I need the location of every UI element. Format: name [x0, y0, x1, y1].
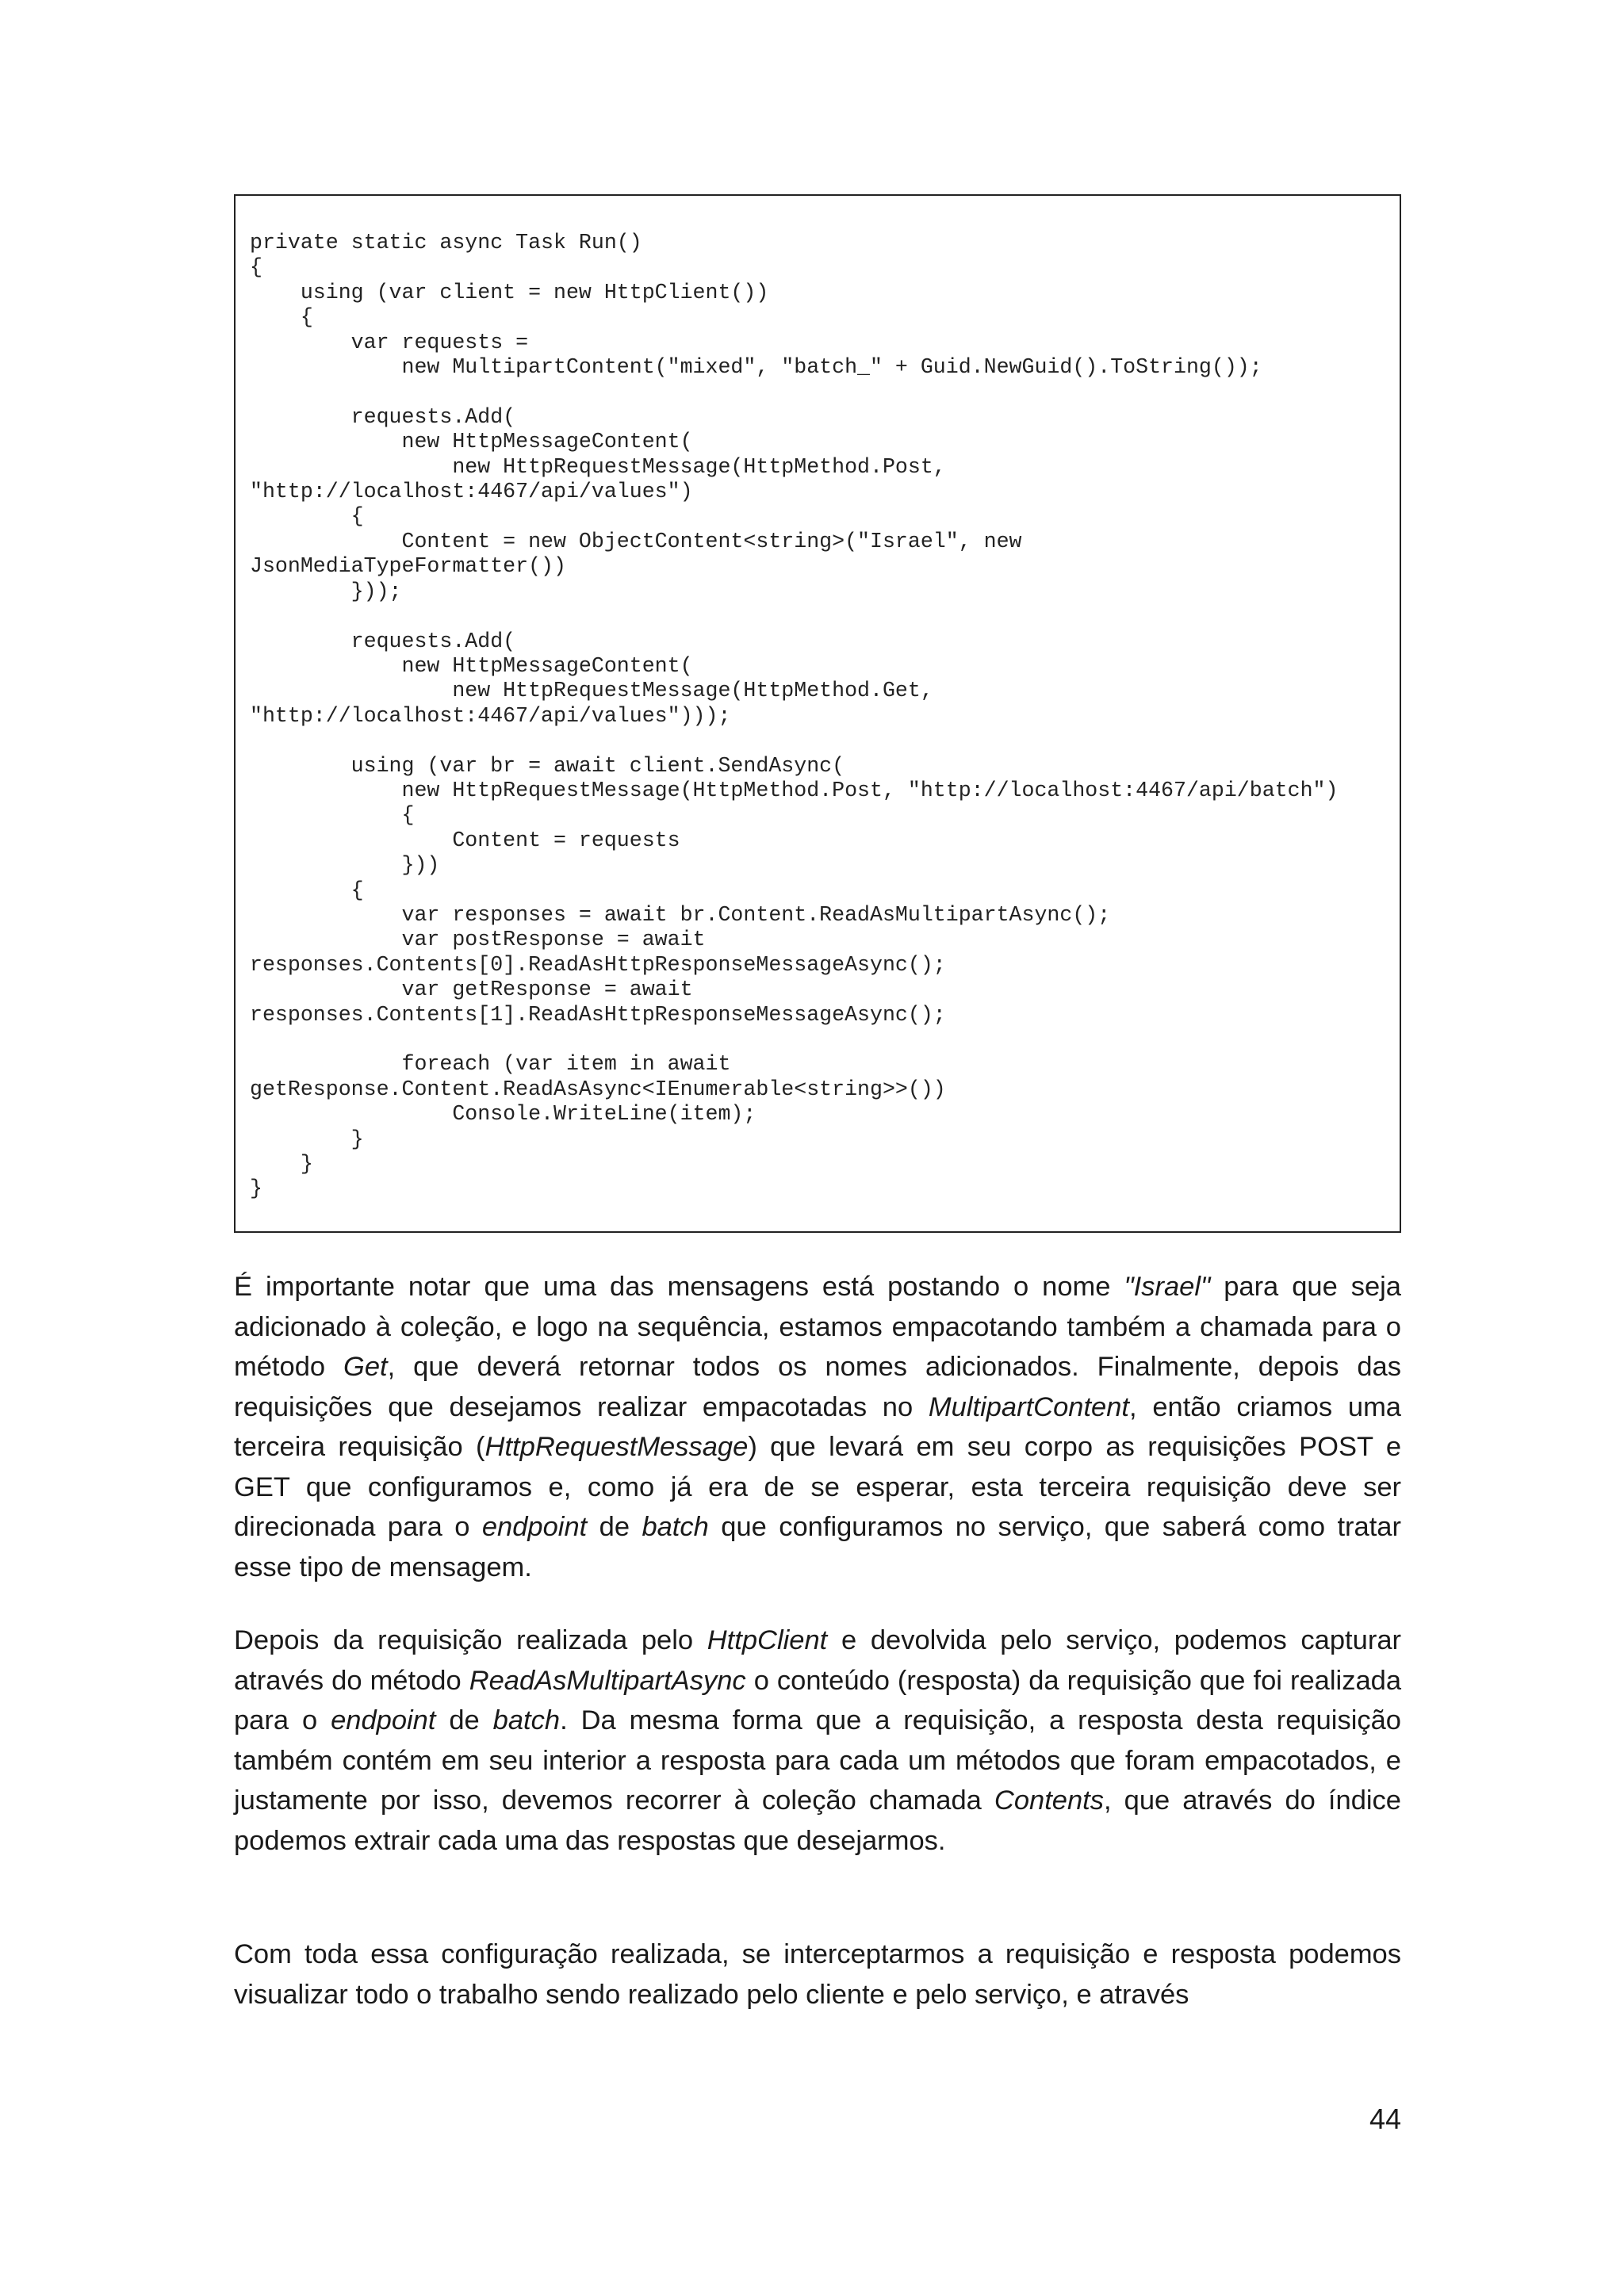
text-segment: que configuramos no serviço, que saberá como tratar esse tipo de mensagem.: [234, 1512, 1401, 1582]
italic-term: Contents: [994, 1785, 1104, 1816]
text-segment: de: [587, 1512, 642, 1542]
italic-term: endpoint: [331, 1705, 436, 1735]
text-segment: o conteúdo (resposta) da requisição que foi realizada para o: [234, 1665, 1402, 1735]
text-segment: , que através do índice podemos extrair cada uma das respostas que desejarmos.: [234, 1785, 1401, 1856]
italic-term: HttpRequestMessage: [485, 1432, 749, 1462]
italic-term: endpoint: [481, 1512, 588, 1542]
italic-term: MultipartContent: [928, 1391, 1130, 1422]
text-segment: É importante notar que uma das mensagens está postando o nome: [234, 1272, 1124, 1302]
italic-term: "Israel": [1124, 1272, 1211, 1302]
italic-term: Get: [343, 1352, 388, 1382]
paragraph-1: [234, 1267, 1401, 1587]
text-segment: e devolvida pelo serviço, podemos capturar através do método: [234, 1625, 1401, 1696]
text-segment: Depois da requisição realizada pelo: [234, 1625, 707, 1655]
text-segment: ) que levará em seu corpo as requisições POST e GET que configuramos e, como já era de se esperar, esta terceira requisição deve ser direcionada para o: [234, 1432, 1402, 1542]
text-segment: de: [435, 1705, 493, 1735]
text-segment: , então criamos uma terceira requisição (: [234, 1391, 1401, 1462]
code-listing: private static async Task Run() { using (var client = new HttpClient()) { var requests = new MultipartContent("mixed", "batch_" + Guid.NewGuid().ToString()); requests.Add( new HttpMessageContent( new HttpRequestMessage(HttpMethod.Post, "http://localhost:4467/api/values") { Content = new ObjectContent<string>("Israel", new JsonMediaTypeFormatter()) })); requests.Add( new HttpMessageContent( new HttpRequestMessage(HttpMethod.Get, "http://localhost:4467/api/values"))); using (var br = await client.SendAsync( new HttpRequestMessage(HttpMethod.Post, "http://localhost:4467/api/batch") { Content = requests })) { var responses = await br.Content.ReadAsMultipartAsync(); var postResponse = await responses.Contents[0].ReadAsHttpResponseMessageAsync(); var getResponse = await responses.Contents[1].ReadAsHttpResponseMessageAsync(); foreach (var item in await getResponse.Content.ReadAsAsync<IEnumerable<string>>()) Console.WriteLine(item); } } }: [250, 231, 1339, 1201]
italic-term: batch: [492, 1705, 561, 1735]
text-segment: , que deverá retornar todos os nomes adicionados. Finalmente, depois das requisições que desejamos realizar empacotadas no: [234, 1352, 1401, 1422]
text-segment: . Da mesma forma que a requisição, a resposta desta requisição também contém em seu interior a resposta para cada um métodos que foram empacotados, e justamente por isso, devemos recorrer à coleção chamada: [234, 1705, 1401, 1816]
italic-term: batch: [642, 1512, 709, 1542]
text-segment: Com toda essa configuração realizada, se interceptarmos a requisição e resposta podemos visualizar todo o trabalho sendo realizado pelo cliente e pelo serviço, e através: [234, 1939, 1401, 2010]
italic-term: ReadAsMultipartAsync: [469, 1665, 746, 1696]
code-block: [234, 194, 1401, 1233]
page-number: 44: [1369, 2103, 1401, 2135]
italic-term: HttpClient: [707, 1625, 828, 1655]
paragraph-2: [234, 1621, 1401, 1861]
text-segment: para que seja adicionado à coleção, e logo na sequência, estamos empacotando também a chamada para o método: [234, 1272, 1401, 1382]
paragraph-3: [234, 1934, 1401, 2015]
